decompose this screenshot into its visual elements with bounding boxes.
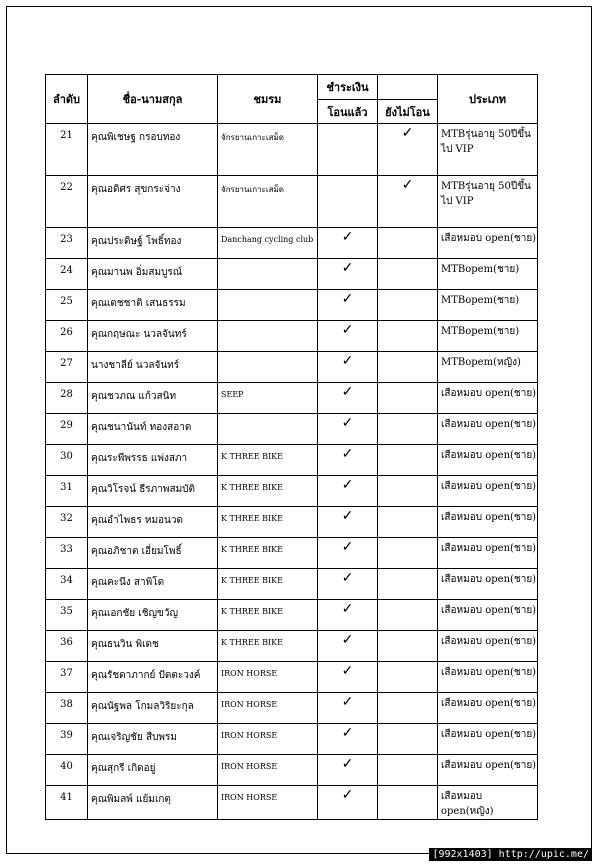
paid-check: ✓ [318, 507, 378, 538]
participant-name: คุณรัชดาภากย์ ปัดตะวงค์ [88, 662, 218, 693]
unpaid-check [378, 259, 438, 290]
row-number: 34 [46, 569, 88, 600]
table-row [46, 383, 538, 414]
club-name: IRON HORSE [218, 662, 318, 693]
club-name [218, 321, 318, 352]
table-row [46, 538, 538, 569]
club-name [218, 414, 318, 445]
category: เสือหมอบ open(หญิง) [438, 786, 538, 820]
table-body [46, 124, 538, 820]
row-number: 36 [46, 631, 88, 662]
category: เสือหมอบ open(ชาย) [438, 445, 538, 476]
row-number: 35 [46, 600, 88, 631]
table-row [46, 755, 538, 786]
paid-check: ✓ [318, 662, 378, 693]
category: MTBรุ่นอายุ 50ปีขึ้นไป VIP [438, 124, 538, 176]
paid-check [318, 176, 378, 228]
club-name: IRON HORSE [218, 693, 318, 724]
club-name: K THREE BIKE [218, 476, 318, 507]
participant-name: คุณเอกชัย เชิญขวัญ [88, 600, 218, 631]
category: เสือหมอบ open(ชาย) [438, 755, 538, 786]
unpaid-check [378, 476, 438, 507]
participant-name: คุณอภิชาต เอี่ยมโพธิ์ [88, 538, 218, 569]
club-name: K THREE BIKE [218, 445, 318, 476]
participant-name: คุณสุกรี เกิดอยู่ [88, 755, 218, 786]
table-row [46, 693, 538, 724]
row-number: 24 [46, 259, 88, 290]
row-number: 33 [46, 538, 88, 569]
unpaid-check [378, 352, 438, 383]
table-row [46, 228, 538, 259]
row-number: 37 [46, 662, 88, 693]
category: เสือหมอบ open(ชาย) [438, 600, 538, 631]
participant-name: คุณเจริญชัย สืบพรม [88, 724, 218, 755]
category: เสือหมอบ open(ชาย) [438, 631, 538, 662]
paid-check: ✓ [318, 724, 378, 755]
header-paid: โอนแล้ว [318, 100, 378, 124]
club-name: K THREE BIKE [218, 631, 318, 662]
unpaid-check [378, 321, 438, 352]
paid-check: ✓ [318, 228, 378, 259]
category: เสือหมอบ open(ชาย) [438, 693, 538, 724]
row-number: 23 [46, 228, 88, 259]
participant-name: คุณมานพ อิ่มสมบูรณ์ [88, 259, 218, 290]
unpaid-check [378, 290, 438, 321]
row-number: 41 [46, 786, 88, 820]
participant-name: คุณธนวิน พิเดช [88, 631, 218, 662]
category: MTBopem(ชาย) [438, 259, 538, 290]
table-row [46, 414, 538, 445]
paid-check: ✓ [318, 445, 378, 476]
header-category: ประเภท [438, 75, 538, 124]
paid-check: ✓ [318, 383, 378, 414]
category: MTBรุ่นอายุ 50ปีขึ้นไป VIP [438, 176, 538, 228]
category: เสือหมอบ open(ชาย) [438, 383, 538, 414]
paid-check: ✓ [318, 476, 378, 507]
row-number: 29 [46, 414, 88, 445]
table-row [46, 321, 538, 352]
paid-check: ✓ [318, 414, 378, 445]
table-row [46, 259, 538, 290]
category: เสือหมอบ open(ชาย) [438, 507, 538, 538]
participant-name: คุณชนานันท์ ทองสอาด [88, 414, 218, 445]
category: เสือหมอบ open(ชาย) [438, 662, 538, 693]
paid-check: ✓ [318, 631, 378, 662]
paid-check: ✓ [318, 538, 378, 569]
row-number: 32 [46, 507, 88, 538]
paid-check: ✓ [318, 352, 378, 383]
club-name: จักรยานเกาะเสม็ด [218, 124, 318, 176]
paid-check: ✓ [318, 786, 378, 820]
unpaid-check: ✓ [378, 124, 438, 176]
table-row [46, 569, 538, 600]
row-number: 31 [46, 476, 88, 507]
unpaid-check [378, 693, 438, 724]
club-name: IRON HORSE [218, 724, 318, 755]
category: เสือหมอบ open(ชาย) [438, 414, 538, 445]
club-name: จักรยานเกาะเสม็ด [218, 176, 318, 228]
category: เสือหมอบ open(ชาย) [438, 724, 538, 755]
participant-name: คุณเดชชาติ เสนธรรม [88, 290, 218, 321]
row-number: 38 [46, 693, 88, 724]
unpaid-check [378, 569, 438, 600]
paid-check: ✓ [318, 693, 378, 724]
header-unpaid: ยังไม่โอน [378, 100, 438, 124]
unpaid-check: ✓ [378, 176, 438, 228]
row-number: 27 [46, 352, 88, 383]
row-number: 28 [46, 383, 88, 414]
table-row [46, 124, 538, 176]
category: เสือหมอบ open(ชาย) [438, 476, 538, 507]
unpaid-check [378, 631, 438, 662]
table-row [46, 724, 538, 755]
header-name: ชื่อ-นามสกุล [88, 75, 218, 124]
row-number: 25 [46, 290, 88, 321]
club-name: IRON HORSE [218, 755, 318, 786]
row-number: 39 [46, 724, 88, 755]
category: MTBopem(หญิง) [438, 352, 538, 383]
paid-check: ✓ [318, 755, 378, 786]
paid-check: ✓ [318, 290, 378, 321]
participant-name: คุณอำไพธร หมอนวด [88, 507, 218, 538]
unpaid-check [378, 383, 438, 414]
unpaid-check [378, 600, 438, 631]
club-name [218, 352, 318, 383]
participant-table [45, 74, 538, 820]
header-no: ลำดับ [46, 75, 88, 124]
club-name: Danchang cycling club [218, 228, 318, 259]
table-row [46, 786, 538, 820]
participant-name: คุณกฤษณะ นวลจันทร์ [88, 321, 218, 352]
participant-name: คุณพิมลพ์ แย้มเกตุ [88, 786, 218, 820]
unpaid-check [378, 445, 438, 476]
row-number: 22 [46, 176, 88, 228]
table-row [46, 445, 538, 476]
club-name: K THREE BIKE [218, 538, 318, 569]
participant-name: คุณวิโรจน์ ธีรภาพสมบัติ [88, 476, 218, 507]
participant-name: คุณนัฐพล โกมลวิริยะกุล [88, 693, 218, 724]
category: MTBopem(ชาย) [438, 290, 538, 321]
unpaid-check [378, 755, 438, 786]
header-club: ชมรม [218, 75, 318, 124]
table-row [46, 662, 538, 693]
club-name: SEEP [218, 383, 318, 414]
unpaid-check [378, 724, 438, 755]
category: เสือหมอบ open(ชาย) [438, 569, 538, 600]
table-row [46, 600, 538, 631]
club-name [218, 259, 318, 290]
unpaid-check [378, 538, 438, 569]
club-name: K THREE BIKE [218, 600, 318, 631]
table-row [46, 352, 538, 383]
unpaid-check [378, 414, 438, 445]
category: MTBopem(ชาย) [438, 321, 538, 352]
club-name [218, 290, 318, 321]
table-row [46, 631, 538, 662]
unpaid-check [378, 228, 438, 259]
paid-check: ✓ [318, 321, 378, 352]
image-host-footer: [992x1403] http://upic.me/ [429, 848, 592, 861]
row-number: 30 [46, 445, 88, 476]
row-number: 40 [46, 755, 88, 786]
participant-name: คุณคะนึง สาพิโด [88, 569, 218, 600]
table-row [46, 507, 538, 538]
unpaid-check [378, 786, 438, 820]
club-name: IRON HORSE [218, 786, 318, 820]
row-number: 26 [46, 321, 88, 352]
category: เสือหมอบ open(ชาย) [438, 228, 538, 259]
paid-check: ✓ [318, 259, 378, 290]
category: เสือหมอบ open(ชาย) [438, 538, 538, 569]
participant-name: คุณพิเชษฐ กรอบทอง [88, 124, 218, 176]
paid-check [318, 124, 378, 176]
club-name: K THREE BIKE [218, 569, 318, 600]
participant-name: คุณอดิศร สุขกระจ่าง [88, 176, 218, 228]
header-blank [378, 75, 438, 100]
participant-name: นางชาลีย์ นวลจันทร์ [88, 352, 218, 383]
participant-name: คุณระพีพรรธ แพ่งสภา [88, 445, 218, 476]
club-name: K THREE BIKE [218, 507, 318, 538]
row-number: 21 [46, 124, 88, 176]
paid-check: ✓ [318, 569, 378, 600]
unpaid-check [378, 662, 438, 693]
paid-check: ✓ [318, 600, 378, 631]
header-payment: ชำระเงิน [318, 75, 378, 100]
participant-name: คุณประดิษฐ์ โพธิ์ทอง [88, 228, 218, 259]
unpaid-check [378, 507, 438, 538]
table-row [46, 290, 538, 321]
participant-name: คุณชวภณ แก้วสนิท [88, 383, 218, 414]
table-row [46, 176, 538, 228]
table-row [46, 476, 538, 507]
